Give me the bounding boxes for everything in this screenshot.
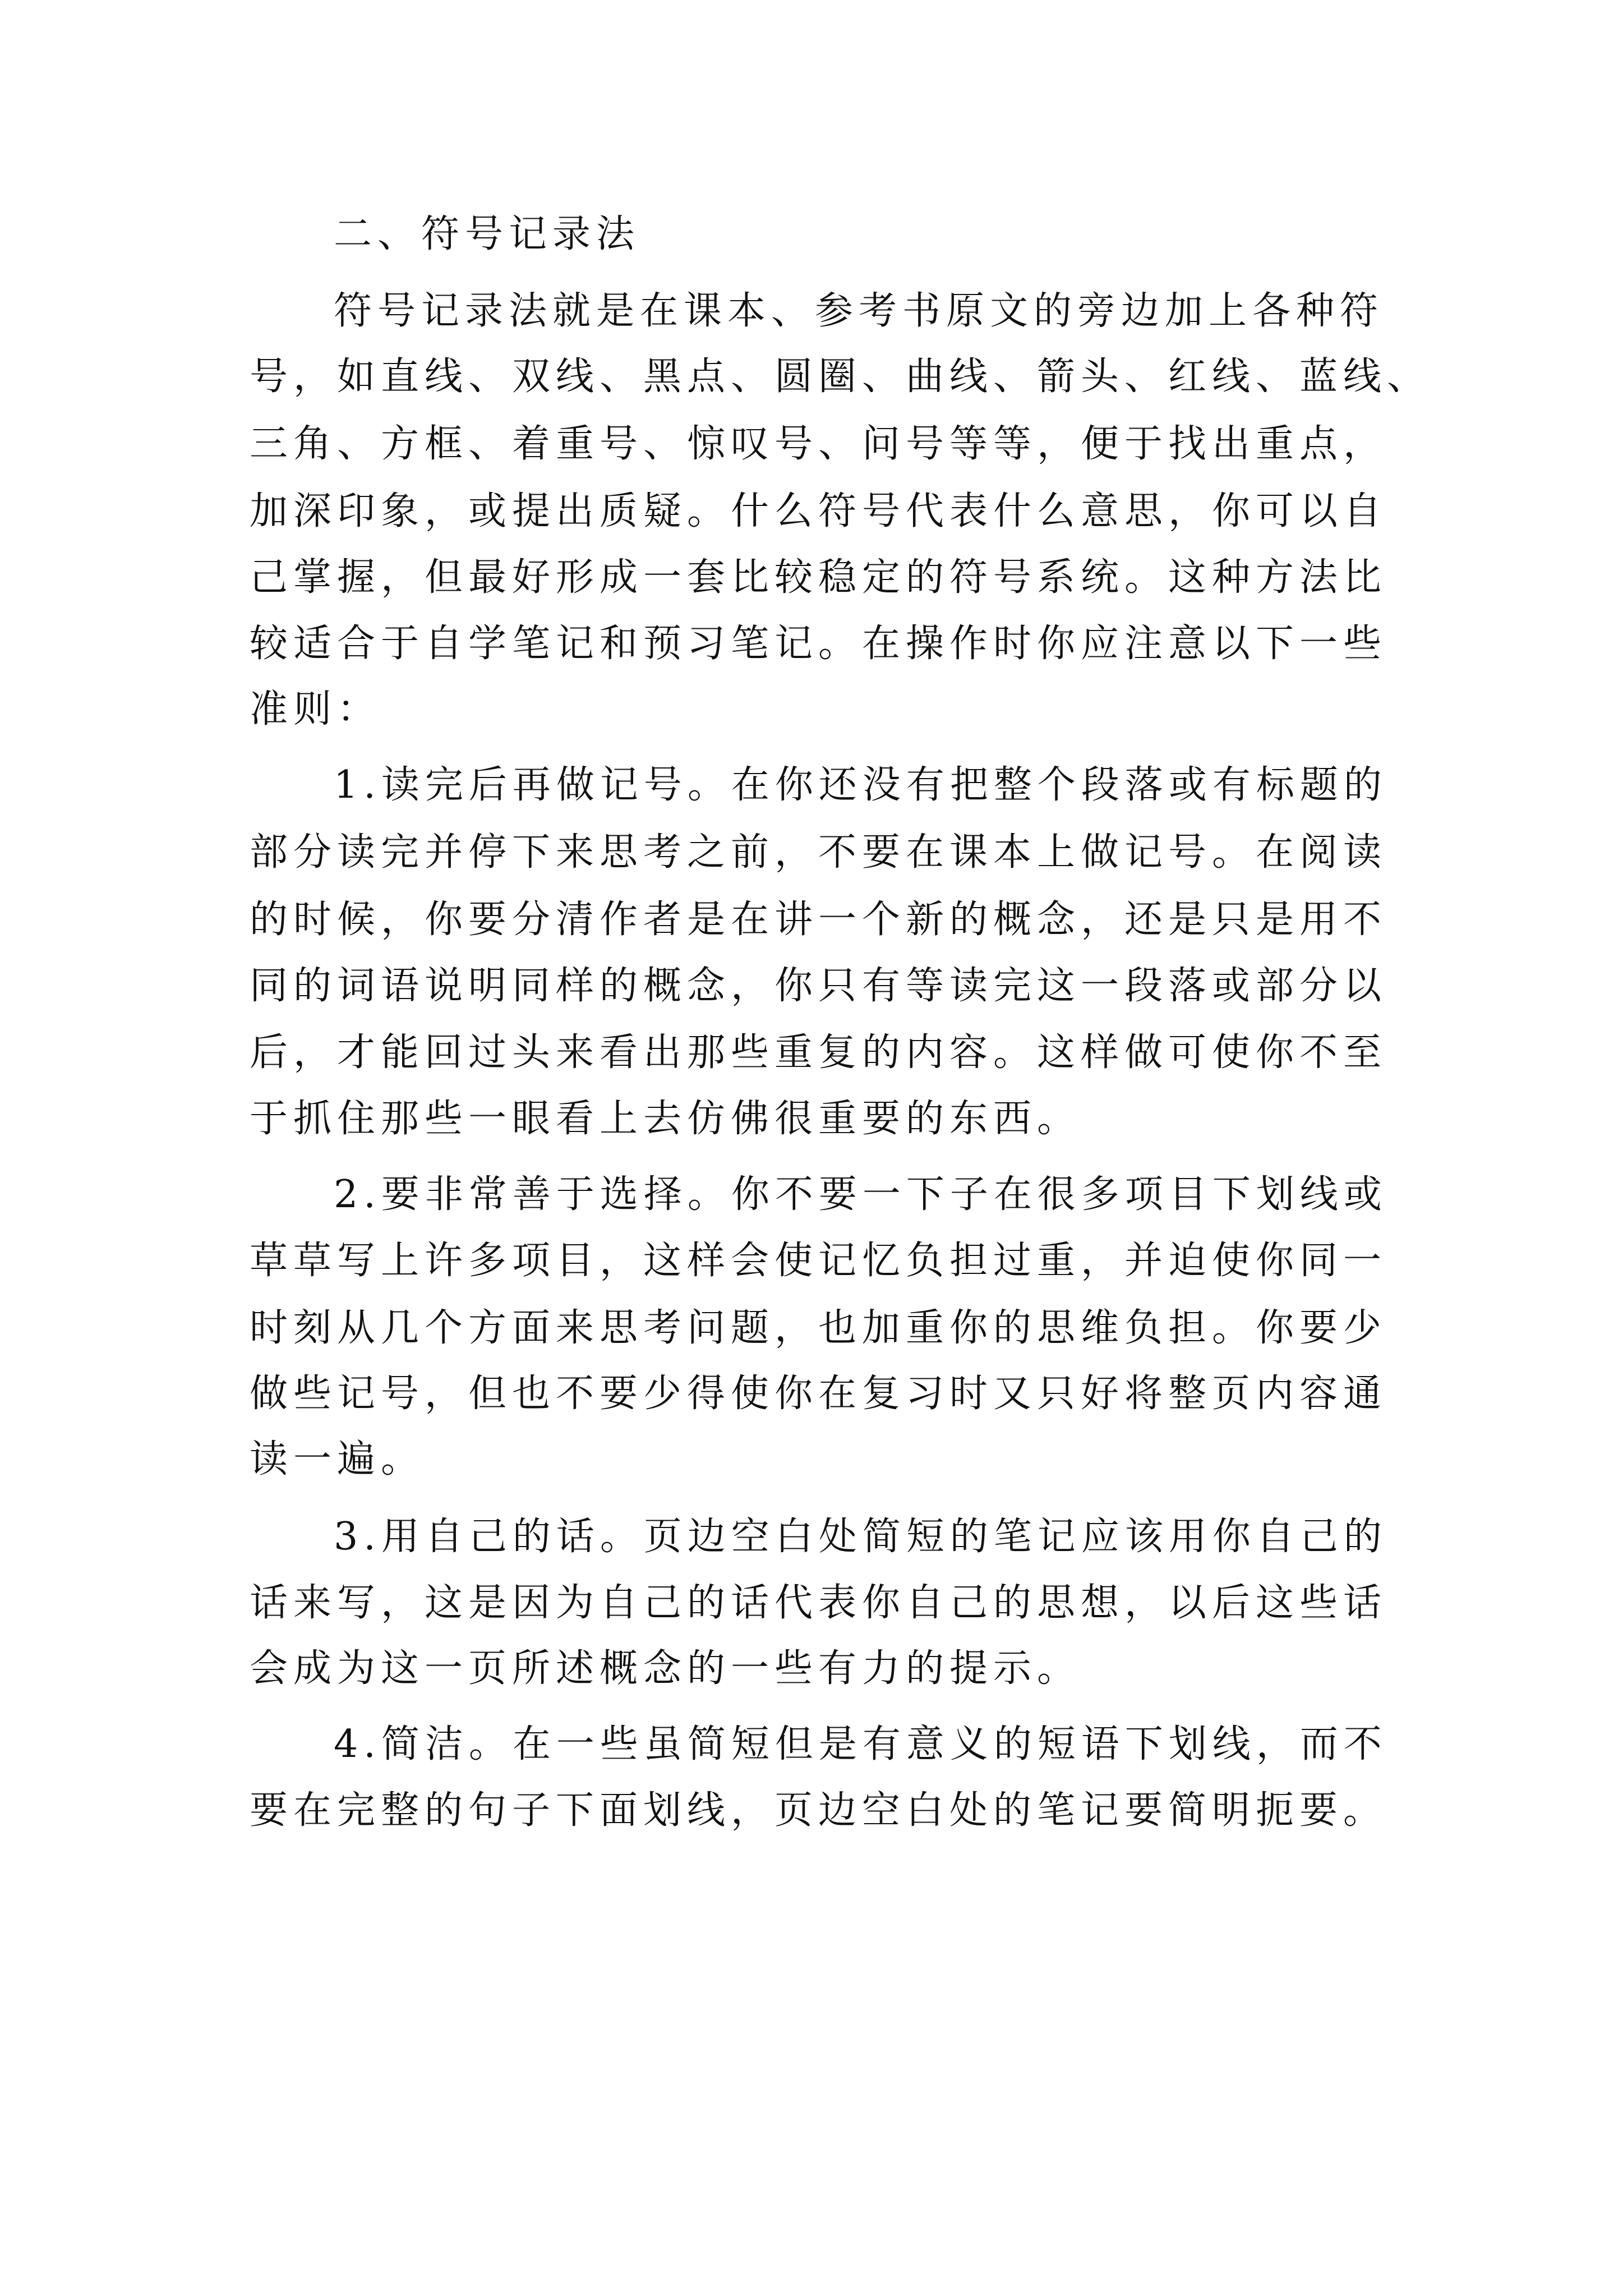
paragraph-line: 己掌握，但最好形成一套比较稳定的符号系统。这种方法比 — [250, 555, 1387, 600]
paragraph-line: 会成为这一页所述概念的一些有力的提示。 — [250, 1646, 1081, 1691]
list-item-line: 1.读完后再做记号。在你还没有把整个段落或有标题的 — [334, 763, 1387, 807]
paragraph-line: 要在完整的句子下面划线，页边空白处的笔记要简明扼要。 — [250, 1788, 1387, 1833]
section-heading: 二、符号记录法 — [334, 212, 640, 256]
paragraph-line: 准则： — [250, 687, 381, 731]
paragraph-line: 三角、方框、着重号、惊叹号、问号等等，便于找出重点， — [250, 422, 1387, 466]
list-item-line: 2.要非常善于选择。你不要一下子在很多项目下划线或 — [334, 1172, 1387, 1217]
paragraph-line: 部分读完并停下来思考之前，不要在课本上做记号。在阅读 — [250, 830, 1387, 875]
list-item-line: 3.用自己的话。页边空白处简短的笔记应该用你自己的 — [334, 1515, 1387, 1559]
paragraph-line: 做些记号，但也不要少得使你在复习时又只好将整页内容通 — [250, 1372, 1387, 1416]
paragraph-line: 时刻从几个方面来思考问题，也加重你的思维负担。你要少 — [250, 1306, 1387, 1350]
paragraph-line: 加深印象，或提出质疑。什么符号代表什么意思，你可以自 — [250, 489, 1387, 533]
list-item-line: 4.简洁。在一些虽简短但是有意义的短语下划线，而不 — [334, 1722, 1387, 1766]
paragraph-line: 符号记录法就是在课本、参考书原文的旁边加上各种符 — [334, 289, 1384, 333]
paragraph-line: 读一遍。 — [250, 1437, 425, 1481]
paragraph-line: 草草写上许多项目，这样会使记忆负担过重，并迫使你同一 — [250, 1239, 1387, 1283]
paragraph-line: 同的词语说明同样的概念，你只有等读完这一段落或部分以 — [250, 964, 1387, 1008]
paragraph-line: 话来写，这是因为自己的话代表你自己的思想，以后这些话 — [250, 1581, 1387, 1625]
paragraph-line: 后，才能回过头来看出那些重复的内容。这样做可使你不至 — [250, 1030, 1387, 1075]
paragraph-line: 号，如直线、双线、黑点、圆圈、曲线、箭头、红线、蓝线、 — [250, 355, 1431, 399]
paragraph-line: 的时候，你要分清作者是在讲一个新的概念，还是只是用不 — [250, 898, 1387, 942]
paragraph-line: 较适合于自学笔记和预习笔记。在操作时你应注意以下一些 — [250, 622, 1387, 666]
paragraph-line: 于抓住那些一眼看上去仿佛很重要的东西。 — [250, 1097, 1081, 1141]
